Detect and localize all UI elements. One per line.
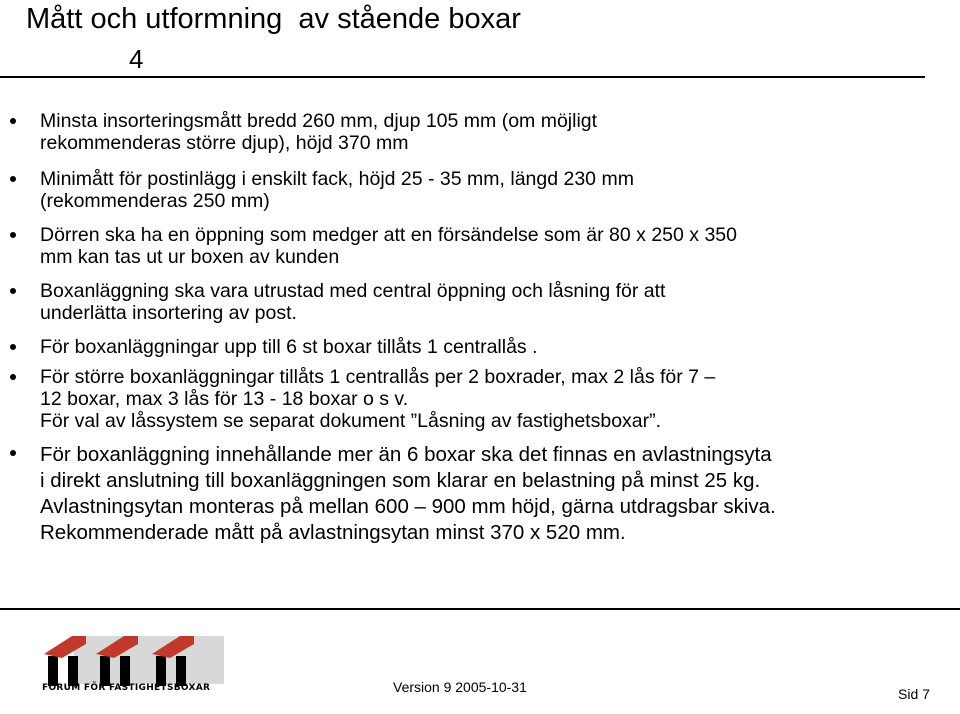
bullet-line: Minimått för postinlägg i enskilt fack, höjd 25 - 35 mm, längd 230 mm — [40, 168, 634, 190]
bullet-item — [40, 442, 960, 546]
bullet-icon — [10, 344, 16, 350]
bullet-item — [40, 336, 960, 358]
bullet-line: underlätta insortering av post. — [40, 302, 297, 324]
logo-text: FORUM FÖR FASTIGHETSBOXAR — [42, 683, 211, 693]
bullet-line: 12 boxar, max 3 lås för 13 - 18 boxar o s v. — [40, 388, 409, 410]
bullet-item — [40, 280, 960, 324]
bullet-line: För val av låssystem se separat dokument ”Låsning av fastighetsboxar”. — [40, 410, 662, 432]
bullet-icon — [10, 176, 16, 182]
bullet-item — [40, 224, 960, 268]
bullet-item — [40, 110, 960, 154]
version-label: Version 9 2005-10-31 — [393, 679, 527, 695]
bullet-line: Boxanläggning ska vara utrustad med central öppning och låsning för att — [40, 280, 666, 302]
bullet-icon — [10, 232, 16, 238]
bullet-line: För större boxanläggningar tillåts 1 centrallås per 2 boxrader, max 2 lås för 7 – — [40, 366, 716, 388]
bottom-divider — [0, 608, 960, 610]
bullet-line: Minsta insorteringsmått bredd 260 mm, djup 105 mm (om möjligt — [40, 110, 598, 132]
page-number: Sid 7 — [898, 686, 930, 702]
bullet-line: Avlastningsytan monteras på mellan 600 – 900 mm höjd, gärna utdragsbar skiva. — [40, 495, 776, 518]
top-divider — [0, 76, 925, 78]
bullet-line: rekommenderas större djup), höjd 370 mm — [40, 132, 409, 154]
bullet-item — [40, 366, 960, 432]
bullet-icon — [10, 288, 16, 294]
bullet-icon — [10, 450, 16, 456]
bullet-line: Dörren ska ha en öppning som medger att en försändelse som är 80 x 250 x 350 — [40, 224, 737, 246]
bullet-icon — [10, 118, 16, 124]
bullet-line: För boxanläggningar upp till 6 st boxar tillåts 1 centrallås . — [40, 336, 538, 358]
slide-title-number: 4 — [129, 44, 144, 74]
bullet-line: i direkt anslutning till boxanläggningen som klarar en belastning på minst 25 kg. — [40, 469, 761, 492]
bullet-line: mm kan tas ut ur boxen av kunden — [40, 246, 340, 268]
bullet-line: (rekommenderas 250 mm) — [40, 190, 270, 212]
bullet-line: Rekommenderade mått på avlastningsytan minst 370 x 520 mm. — [40, 521, 626, 544]
bullet-line: För boxanläggning innehållande mer än 6 boxar ska det finnas en avlastningsyta — [40, 443, 772, 466]
bullet-item — [40, 168, 960, 212]
slide-title: Mått och utformning av stående boxar — [26, 3, 521, 35]
bullet-icon — [10, 374, 16, 380]
